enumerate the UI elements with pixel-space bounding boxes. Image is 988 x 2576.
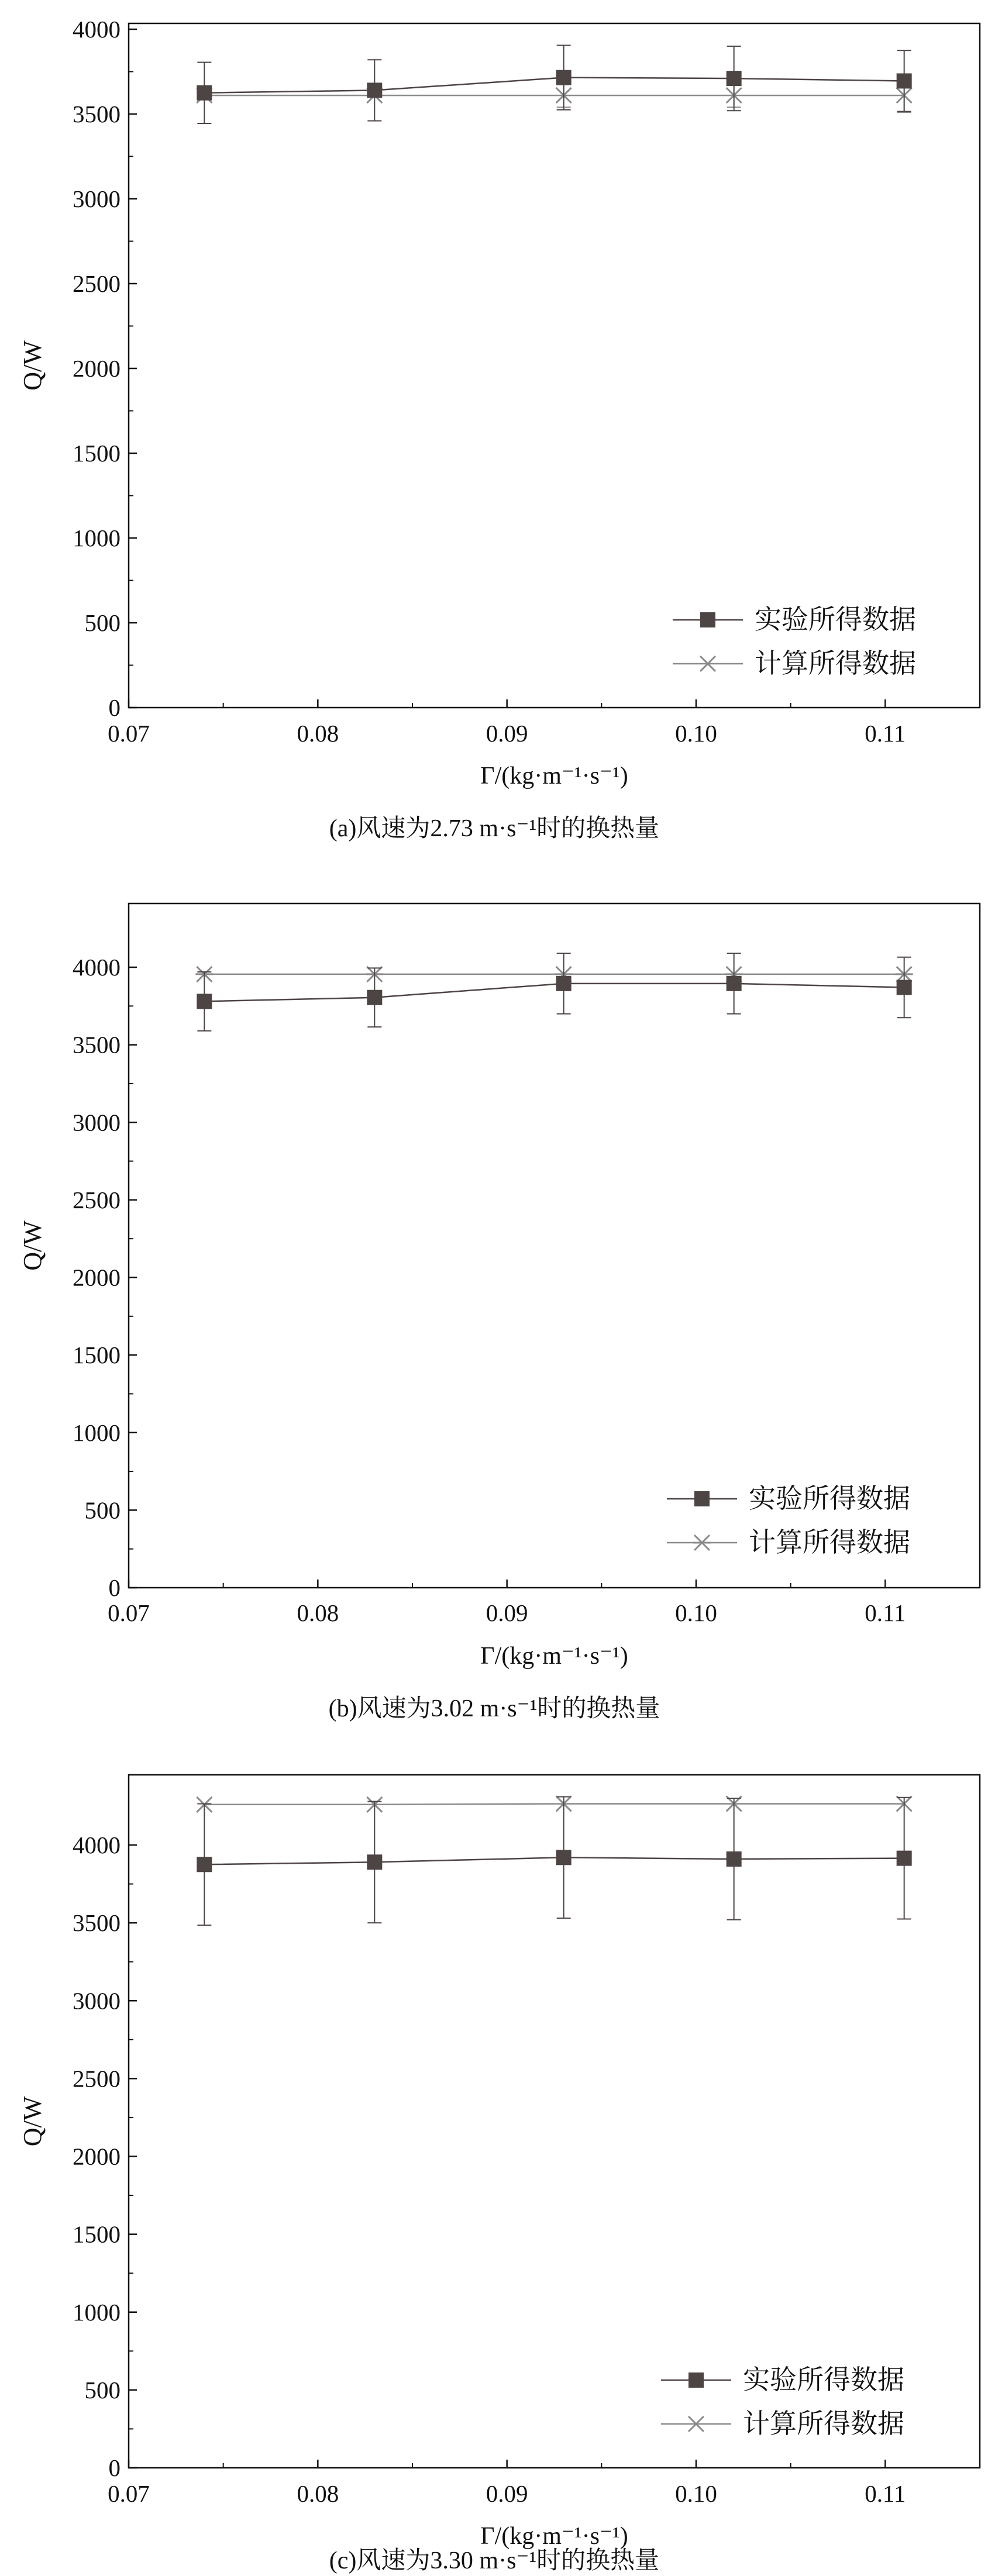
y-tick-label: 3000 [73, 1109, 121, 1136]
y-tick-label: 500 [84, 1496, 121, 1524]
y-axis-label: Q/W [18, 1220, 47, 1271]
x-tick-label: 0.09 [486, 720, 528, 747]
y-tick-label: 2000 [73, 355, 121, 382]
y-tick-label: 2500 [73, 1186, 121, 1213]
series-computed [197, 78, 911, 112]
data-point [556, 976, 572, 991]
series-experimental [197, 1796, 911, 1925]
x-tick-label: 0.11 [865, 720, 906, 747]
legend-item [667, 1484, 910, 1513]
data-point [367, 1854, 382, 1870]
x-tick-label: 0.07 [108, 1599, 150, 1626]
y-tick-label: 1000 [73, 2298, 121, 2326]
legend [667, 1484, 910, 1557]
plot-frame [129, 1775, 980, 2468]
series-computed [195, 967, 913, 982]
caption-b: (b)风速为3.02 m·s⁻¹时的换热量 [328, 1695, 660, 1722]
y-tick-label: 4000 [73, 954, 121, 981]
y-tick-label: 3000 [73, 185, 121, 212]
x-axis-label: Γ/(kg·m⁻¹·s⁻¹) [480, 763, 628, 789]
y-tick-label: 3000 [73, 1987, 121, 2015]
data-point [197, 85, 212, 101]
y-tick-label: 1500 [73, 440, 121, 467]
series-line [204, 78, 904, 93]
legend-item [673, 605, 916, 634]
legend-marker [693, 1535, 711, 1550]
y-axis-label: Q/W [18, 340, 47, 391]
data-point [727, 1851, 742, 1867]
series-computed [197, 1796, 911, 1812]
legend-label: 实验所得数据 [755, 605, 916, 634]
x-tick-label: 0.07 [108, 2480, 150, 2507]
data-point [197, 1857, 212, 1872]
x-tick-label: 0.07 [108, 720, 150, 747]
chart-panel-b [18, 904, 980, 1722]
legend-item [673, 649, 916, 678]
y-tick-label: 0 [108, 694, 121, 721]
legend-marker [700, 612, 715, 627]
y-tick-label: 4000 [73, 1832, 121, 1858]
series-line [204, 1803, 904, 1804]
legend [673, 605, 916, 678]
y-tick-label: 1000 [73, 1419, 121, 1446]
series-line [204, 1857, 904, 1864]
y-tick-label: 3500 [73, 1909, 121, 1937]
x-tick-label: 0.08 [297, 720, 339, 747]
x-tick-label: 0.10 [675, 720, 717, 747]
x-tick-label: 0.10 [675, 1599, 717, 1626]
y-tick-label: 3500 [73, 101, 121, 127]
x-axis-label: Γ/(kg·m⁻¹·s⁻¹) [480, 2523, 628, 2550]
series-experimental [197, 46, 911, 123]
x-tick-label: 0.09 [486, 1599, 528, 1626]
chart-panel-c [18, 1775, 980, 2574]
y-axis-label: Q/W [18, 2096, 47, 2147]
y-tick-label: 500 [84, 609, 121, 636]
caption-c: (c)风速为3.30 m·s⁻¹时的换热量 [329, 2547, 660, 2574]
y-tick-label: 0 [108, 2454, 121, 2481]
y-tick-label: 2500 [73, 270, 121, 297]
data-point [897, 73, 912, 88]
data-point [727, 976, 742, 991]
y-tick-label: 3500 [73, 1031, 121, 1058]
data-point [367, 990, 382, 1005]
data-point [727, 71, 742, 86]
y-tick-label: 2500 [73, 2065, 121, 2092]
legend-marker [688, 2372, 704, 2388]
x-tick-label: 0.11 [865, 1599, 906, 1626]
y-tick-label: 500 [84, 2376, 121, 2403]
data-point [367, 82, 382, 98]
data-point [556, 1850, 572, 1865]
x-tick-label: 0.08 [297, 1599, 339, 1626]
x-tick-label: 0.10 [675, 2480, 717, 2507]
data-point [197, 994, 212, 1009]
y-tick-label: 4000 [73, 16, 121, 43]
chart-panel-a [18, 16, 980, 842]
y-tick-label: 0 [108, 1574, 121, 1601]
legend-item [661, 2365, 904, 2395]
y-tick-label: 1000 [73, 525, 121, 551]
legend-item [661, 2409, 904, 2439]
legend-label: 计算所得数据 [755, 649, 916, 678]
legend-marker [694, 1491, 710, 1506]
legend [661, 2365, 904, 2439]
series-line [204, 984, 904, 1002]
series-experimental [197, 953, 911, 1031]
y-tick-label: 1500 [73, 2220, 121, 2248]
data-point [556, 70, 572, 85]
x-tick-label: 0.11 [865, 2480, 906, 2507]
y-tick-label: 2000 [73, 2143, 121, 2170]
x-axis-label: Γ/(kg·m⁻¹·s⁻¹) [480, 1643, 628, 1670]
caption-a: (a)风速为2.73 m·s⁻¹时的换热量 [329, 815, 660, 842]
legend-label: 实验所得数据 [749, 1484, 910, 1513]
data-point [897, 1851, 912, 1866]
y-tick-label: 1500 [73, 1342, 121, 1369]
y-tick-label: 2000 [73, 1264, 121, 1291]
data-point [897, 980, 912, 995]
x-tick-label: 0.08 [297, 2480, 339, 2507]
legend-item [667, 1527, 910, 1557]
legend-label: 计算所得数据 [749, 1527, 910, 1557]
x-tick-label: 0.09 [486, 2480, 528, 2507]
legend-label: 计算所得数据 [743, 2409, 904, 2439]
legend-label: 实验所得数据 [743, 2365, 904, 2395]
